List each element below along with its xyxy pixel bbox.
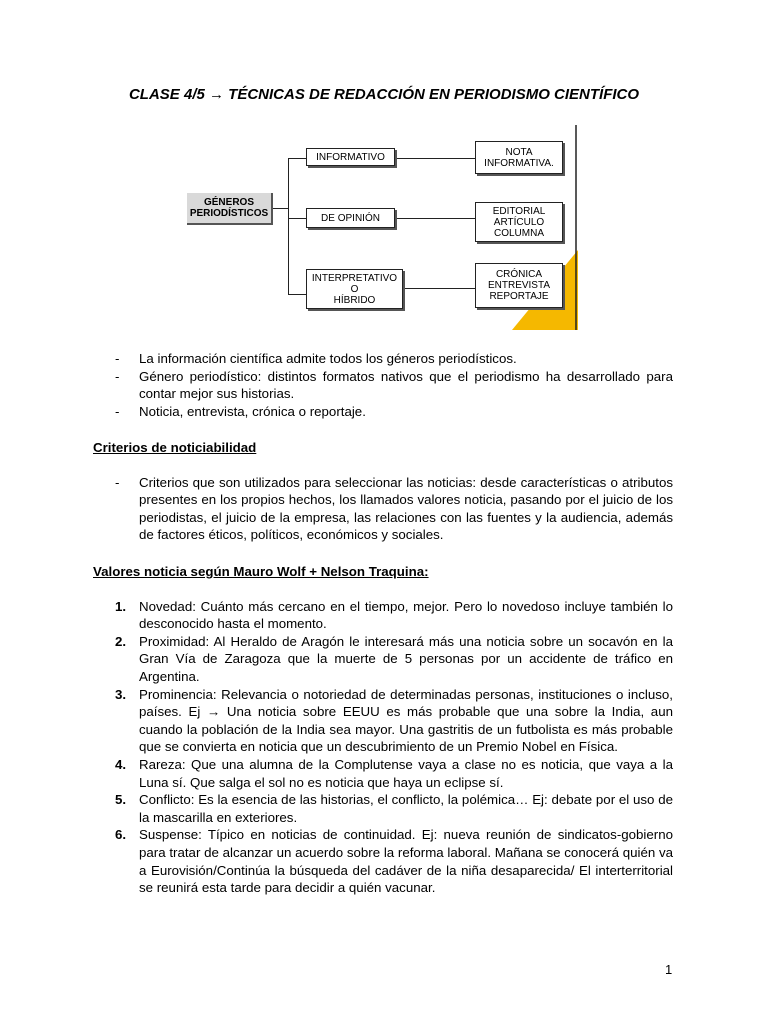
leaf-box-editorial xyxy=(475,202,563,242)
numbered-item xyxy=(93,598,673,633)
criterios-section xyxy=(93,439,673,544)
connector-leaf-2 xyxy=(395,218,475,219)
connector-root xyxy=(272,208,288,209)
connector-leaf-1 xyxy=(395,158,475,159)
leaf-label: REPORTAJE xyxy=(489,291,549,302)
branch-box-opinion xyxy=(306,208,395,228)
numbered-item xyxy=(93,686,673,756)
connector-leaf-3 xyxy=(403,288,475,289)
list-item: - Criterios que son utilizados para seleccionar las noticias: desde características o atributos presentes en los propios hechos, los llamados valores noticia, pasando por el juicio de los periodistas, el juicio de la empresa, las relaciones con las fuentes y la audiencia, además de factores éticos, políticos, económicos y sociales. xyxy=(93,474,673,544)
valores-section xyxy=(93,563,673,897)
item-number: 2. xyxy=(115,633,127,649)
connector-branch-1 xyxy=(288,158,306,159)
branch-box-informativo xyxy=(306,148,395,166)
item-text: Conflicto: Es la esencia de las historias, el conflicto, la polémica… Ej: debate por el uso de la mascarilla en exteriores. xyxy=(139,792,673,825)
list-item: - Noticia, entrevista, crónica o reportaje. xyxy=(93,403,673,421)
section-heading: Criterios de noticiabilidad xyxy=(93,440,257,455)
leaf-label: ENTREVISTA xyxy=(487,280,551,291)
item-number: 1. xyxy=(115,598,127,614)
root-box xyxy=(187,193,273,225)
root-label-line: GÉNEROS xyxy=(203,197,254,208)
page-number: 1 xyxy=(665,962,673,977)
page-title: CLASE 4/5 → TÉCNICAS DE REDACCIÓN EN PERIODISMO CIENTÍFICO xyxy=(128,86,640,103)
leaf-label: ARTÍCULO xyxy=(493,216,545,228)
numbered-item xyxy=(93,633,673,686)
leaf-box-cronica xyxy=(475,263,563,308)
numbered-item xyxy=(93,791,673,826)
branch-box-interpretativo xyxy=(306,269,403,309)
leaf-label: COLUMNA xyxy=(493,227,544,239)
intro-section xyxy=(93,350,673,420)
branch-label: O xyxy=(350,283,359,295)
section-heading: Valores noticia según Mauro Wolf + Nelson Traquina: xyxy=(93,564,429,579)
connector-trunk xyxy=(288,158,289,294)
leaf-box-nota xyxy=(475,141,563,174)
list-item: - Género periodístico: distintos formatos nativos que el periodismo ha desarrollado para contar mejor sus historias. xyxy=(93,368,673,403)
item-text: Proximidad: Al Heraldo de Aragón le interesará más una noticia sobre un socavón en la Gran Vía de Zaragoza que la muerte de 5 personas por un accidente de tráfico en Argentina. xyxy=(139,633,673,684)
leaf-label: NOTA xyxy=(505,146,533,158)
leaf-label: CRÓNICA xyxy=(495,269,543,280)
genres-diagram xyxy=(0,0,768,340)
branch-label: HÍBRIDO xyxy=(333,294,376,306)
item-text: Suspense: Típico en noticias de continuidad. Ej: nueva reunión de sindicatos-gobierno para tratar de alcanzar un acuerdo sobre la reforma laboral. Mañana se conocerá quién va a Eurovisión/Continúa la búsqueda del cadáver de la niña desaparecida/ El interterritorial se reunirá esta tarde para decidir a quién vacunar. xyxy=(139,827,673,896)
branch-label: INTERPRETATIVO xyxy=(311,272,398,284)
item-text: Prominencia: Relevancia o notoriedad de determinadas personas, instituciones o incluso, países. Ej → Una noticia sobre EEUU es más probable que una sobre la India, aun cuando la población de la India sea mayor. Una gastritis de un futbolista es más probable que se convierta en noticia que un descubrimiento de un Premio Nobel en Física. xyxy=(139,686,673,755)
branch-label: INFORMATIVO xyxy=(316,151,385,163)
branch-label: DE OPINIÓN xyxy=(321,212,380,224)
item-number: 5. xyxy=(115,792,127,808)
item-text: Novedad: Cuánto más cercano en el tiempo, mejor. Pero lo novedoso incluye también lo desconocido hasta el momento. xyxy=(139,598,673,632)
leaf-label: INFORMATIVA. xyxy=(484,157,554,169)
list-item: - La información científica admite todos los géneros periodísticos. xyxy=(93,350,673,368)
numbered-item xyxy=(93,756,673,791)
item-number: 4. xyxy=(115,756,127,772)
root-label-line: PERIODÍSTICOS xyxy=(189,208,269,219)
connector-branch-2 xyxy=(288,218,306,219)
connector-branch-3 xyxy=(288,294,306,295)
item-number: 3. xyxy=(115,686,127,702)
numbered-item xyxy=(93,826,673,896)
item-number: 6. xyxy=(115,827,127,843)
item-text: Rareza: Que una alumna de la Complutense vaya a clase no es noticia, que vaya a la Luna sí. Que salga el sol no es noticia que haya un eclipse sí. xyxy=(139,756,673,790)
leaf-label: EDITORIAL xyxy=(492,205,546,217)
